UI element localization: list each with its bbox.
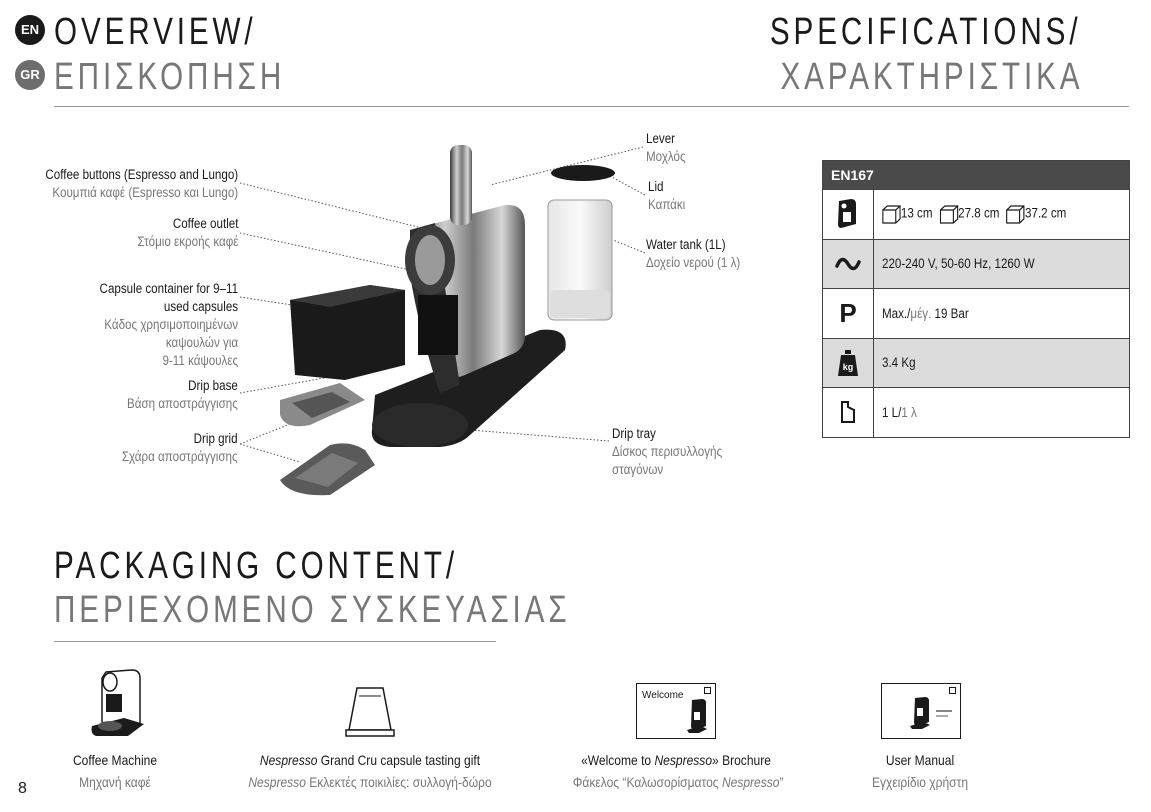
spec-table: [822, 160, 1130, 438]
coffee-machine-icon: [88, 668, 150, 740]
callout-coffee-outlet: Coffee outlet Στόμιο εκροής καφέ: [136, 216, 238, 249]
packaging-rule: [54, 641, 496, 642]
water-tank-icon: [823, 388, 874, 437]
callout-drip-grid: Drip grid Σχάρα αποστράγγισης: [122, 431, 238, 464]
spec-row-capacity: [823, 387, 1129, 437]
page-number: 8: [18, 780, 27, 797]
dim-width: 13 cm: [900, 205, 933, 221]
callout-drip-base: Drip base Βάση αποστράγγισης: [127, 378, 238, 411]
spec-power: 220-240 V, 50-60 Hz, 1260 W: [882, 256, 1035, 272]
pkg-item-user-manual: User Manual Εγχειρίδιο χρήστη: [871, 752, 969, 790]
pressure-icon: P: [823, 289, 874, 338]
spec-row-weight: [823, 338, 1129, 388]
callout-lid: Lid Καπάκι: [648, 179, 686, 212]
height-box-icon: [1006, 204, 1025, 224]
specs-title-gr: ΧΑΡΑΚΤΗΡΙΣΤΙΚΑ: [780, 56, 1083, 98]
spec-weight: 3.4 Kg: [882, 355, 916, 371]
dim-depth: 27.8 cm: [958, 205, 1000, 221]
spec-pressure: Max./μέγ. 19 Bar: [882, 305, 969, 321]
spec-capacity: 1 L/1 λ: [882, 404, 917, 420]
packaging-title-gr: ΠΕΡΙΕΧΟΜΕΝΟ ΣΥΣΚΕΥΑΣΙΑΣ: [54, 589, 571, 631]
spec-row-pressure: [823, 288, 1129, 338]
overview-title-gr: ΕΠΙΣΚΟΠΗΣΗ: [54, 56, 286, 98]
header-rule: [54, 106, 1129, 107]
capsule-icon: [345, 686, 395, 738]
callout-coffee-buttons: Coffee buttons (Espresso and Lungo) Κουμπιά καφέ (Espresso και Lungo): [45, 167, 238, 200]
packaging-title-en: PACKAGING CONTENT/: [54, 545, 458, 587]
depth-box-icon: [939, 204, 958, 224]
lang-badge-en: EN: [15, 15, 45, 45]
callout-water-tank: Water tank (1L) Δοχείο νερού (1 λ): [646, 237, 741, 270]
spec-row-dimensions: [823, 189, 1129, 239]
user-manual-icon: [881, 683, 961, 739]
specs-title-en: SPECIFICATIONS/: [769, 11, 1081, 53]
dim-height: 37.2 cm: [1025, 205, 1067, 221]
spec-row-power: [823, 239, 1129, 289]
machine-icon: [823, 190, 874, 239]
callout-capsule-container: Capsule container for 9–11 used capsules Κάδος χρησιμοποιημένων καψουλών για 9-11 κάψουλες: [99, 281, 238, 368]
lang-badge-gr: GR: [15, 60, 45, 90]
ac-wave-icon: [823, 240, 874, 289]
pkg-item-capsule-gift: Nespresso Grand Cru capsule tasting gift Nespresso Εκλεκτές ποικιλίες: συλλογή-δώρο: [248, 752, 492, 790]
pkg-item-coffee-machine: Coffee Machine Μηχανή καφέ: [72, 752, 158, 790]
overview-title-en: OVERVIEW/: [54, 11, 257, 53]
spec-model: EN167: [823, 161, 1129, 189]
welcome-brochure-icon: Welcome: [636, 683, 716, 739]
machine-exploded-illustration: [270, 135, 630, 505]
pkg-item-welcome-brochure: «Welcome to Nespresso» Brochure Φάκελος “Καλωσορίσματος Nespresso”: [572, 752, 784, 790]
weight-icon: kg: [823, 339, 874, 388]
callout-lever: Lever Μοχλός: [646, 131, 686, 164]
width-box-icon: [882, 204, 901, 224]
callout-drip-tray: Drip tray Δίσκος περισυλλογής σταγόνων: [612, 426, 723, 477]
